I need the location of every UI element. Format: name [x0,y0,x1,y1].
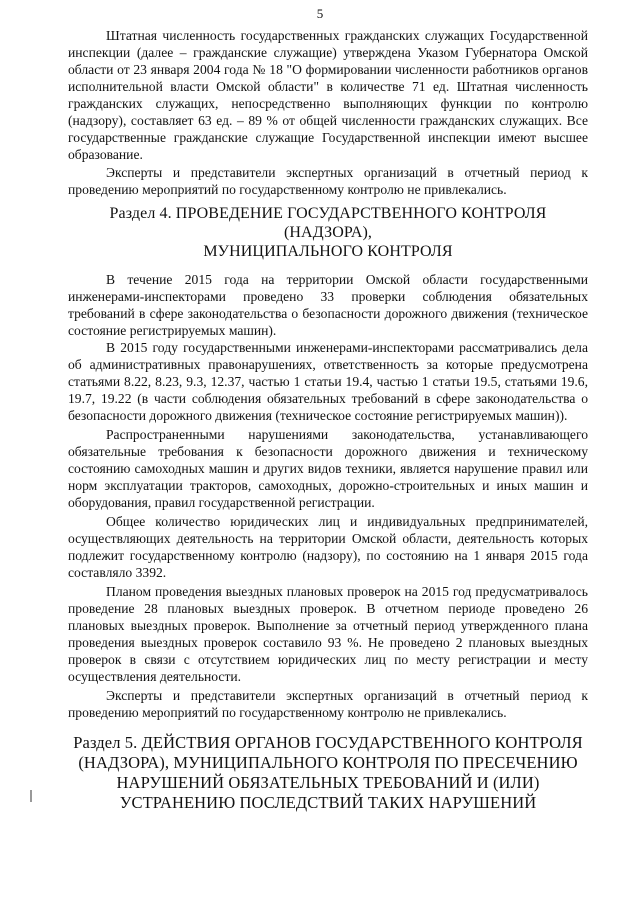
paragraph-experts-1: Эксперты и представители экспертных организаций в отчетный период к проведению мероприятий по государственному контролю не привлекались. [68,165,588,197]
section-5-heading-line: НАРУШЕНИЙ ОБЯЗАТЕЛЬНЫХ ТРЕБОВАНИЙ И (ИЛИ) [116,773,540,792]
paragraph-experts-2: Эксперты и представители экспертных организаций в отчетный период к проведению мероприятий по государственному контролю не привлекались. [68,688,588,720]
paragraph-inspection-plan: Планом проведения выездных плановых проверок на 2015 год предусматривалось проведение 28 плановых выездных проверок. В отчетном периоде проведено 26 плановых выездных проверок. Выполнение за отчетный период утвержденного плана проведения выездных проверок составило 93 %. Не проведено 2 плановых выездных проверок в связи с отсутствием юридических лиц по месту регистрации и месту осуществления деятельности. [68,584,588,684]
section-5-heading [68,733,588,813]
section-5-heading-line: (НАДЗОРА), МУНИЦИПАЛЬНОГО КОНТРОЛЯ ПО ПРЕСЕЧЕНИЮ [78,753,578,772]
paragraph-inspections: В течение 2015 года на территории Омской области государственными инженерами-инспекторами проведено 33 проверки соблюдения обязательных требований в сфере законодательства о безопасности дорожного движения (техническое состояние регистрируемых машин). [68,272,588,338]
paragraph-entities-count: Общее количество юридических лиц и индивидуальных предпринимателей, осуществляющих деятельность на территории Омской области, деятельность которых подлежит государственному контролю (надзору), по состоянию на 1 января 2015 года составляло 3392. [68,514,588,580]
paragraph-administrative-cases: В 2015 году государственными инженерами-инспекторами рассматривались дела об административных правонарушениях, ответственность за которые предусмотрена статьями 8.22, 8.23, 9.3, 12.37, частью 1 статьи 19.4, частью 1 статьи 19.5, статьями 19.6, 19.7, 19.22 (в части соблюдения обязательных требований в сфере законодательства о безопасности дорожного движения (техническое состояние регистрируемых машин)). [68,340,588,423]
paragraph-common-violations: Распространенными нарушениями законодательства, устанавливающего обязательные требования к безопасности дорожного движения и техническому состоянию самоходных машин и других видов техники, является нарушение правил или норм эксплуатации тракторов, самоходных, дорожно-строительных и иных машин и оборудования, правил государственной регистрации. [68,427,588,510]
section-4-heading-line: МУНИЦИПАЛЬНОГО КОНТРОЛЯ [203,243,453,260]
page-number: 5 [316,6,324,21]
document-body [68,27,588,823]
section-4-heading [68,204,588,261]
scan-mark [30,790,32,802]
paragraph-staff: Штатная численность государственных гражданских служащих Государственной инспекции (далее – гражданские служащие) утверждена Указом Губернатора Омской области от 23 января 2004 года № 18 "О формировании численности работников органов исполнительной власти Омской области" в количестве 71 ед. Штатная численность гражданских служащих, непосредственно выполняющих функции по контролю (надзору), составляет 63 ед. – 89 % от общей численности гражданских служащих. Все государственные гражданские служащие Государственной инспекции имеют высшее образование. [68,28,588,162]
section-5-heading-line: Раздел 5. ДЕЙСТВИЯ ОРГАНОВ ГОСУДАРСТВЕННОГО КОНТРОЛЯ [73,733,583,752]
section-4-heading-line: (НАДЗОРА), [283,224,373,241]
section-5-heading-line: УСТРАНЕНИЮ ПОСЛЕДСТВИЙ ТАКИХ НАРУШЕНИЙ [119,793,537,812]
section-4-heading-line: Раздел 4. ПРОВЕДЕНИЕ ГОСУДАРСТВЕННОГО КОНТРОЛЯ [109,205,547,222]
